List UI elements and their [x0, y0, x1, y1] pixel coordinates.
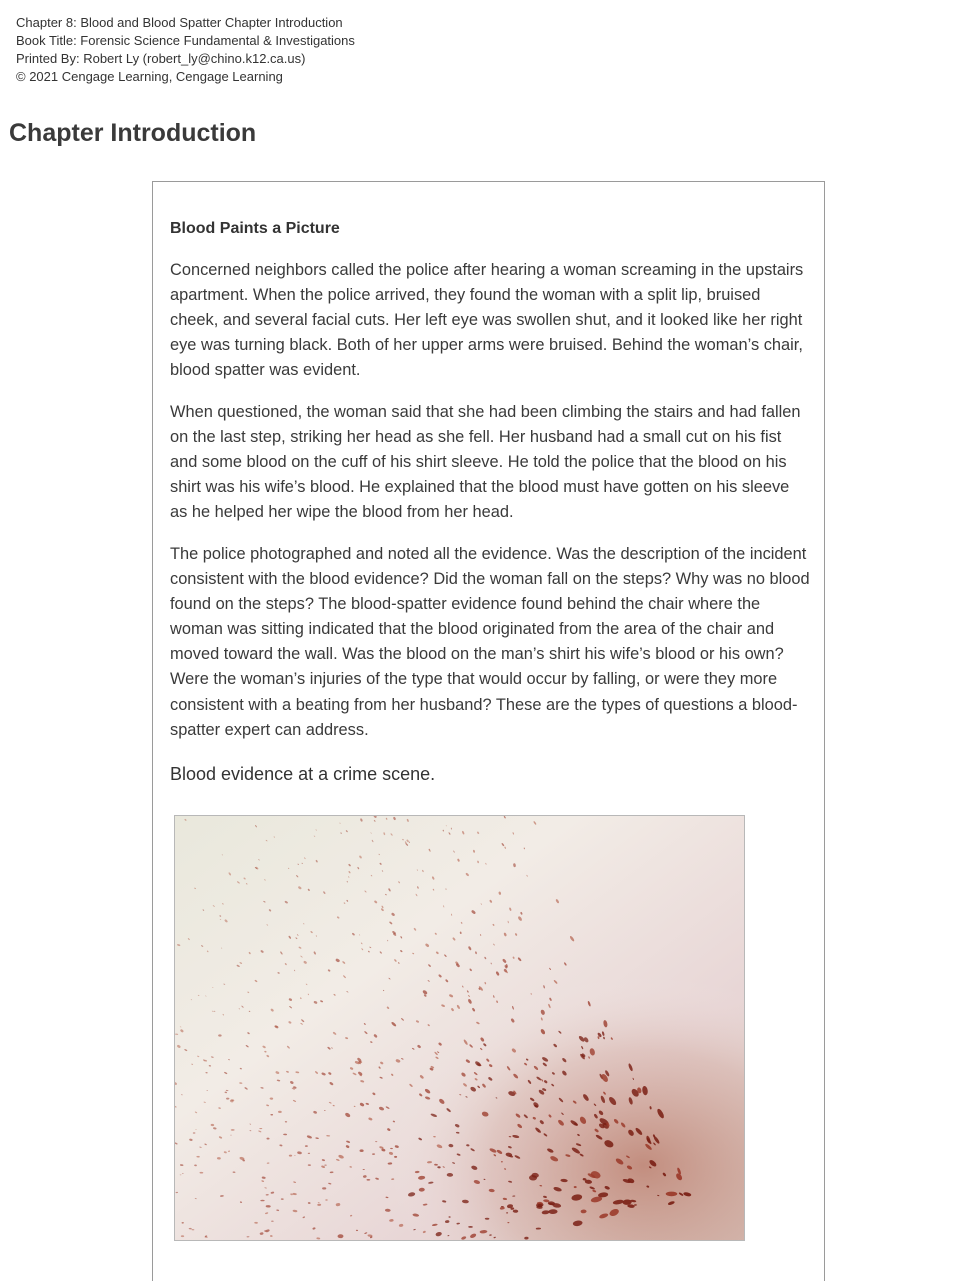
- print-header-copyright: © 2021 Cengage Learning, Cengage Learning: [16, 69, 283, 84]
- blood-drop: [254, 1240, 257, 1241]
- blood-drop: [324, 1165, 327, 1166]
- blood-spatter-photo: [174, 815, 745, 1241]
- case-study-heading: Blood Paints a Picture: [170, 220, 340, 237]
- blood-drop: [195, 1129, 196, 1130]
- print-header-book-title: Book Title: Forensic Science Fundamental & Investigations: [16, 33, 355, 48]
- blood-drop: [501, 1161, 503, 1162]
- figure-caption: Blood evidence at a crime scene.: [170, 764, 436, 784]
- chapter-title: Chapter Introduction: [9, 119, 257, 147]
- print-header-printed-by: Printed By: Robert Ly (robert_ly@chino.k12.ca.us): [16, 51, 306, 66]
- stain-glow: [175, 816, 745, 1241]
- case-study-paragraph-1: Concerned neighbors called the police after hearing a woman screaming in the upstairs apartment. When the police arrived, they found the woman with a split lip, bruised cheek, and several facial cuts. Her left eye was swollen shut, and it looked like her right eye was turning black. Both of her upper arms were bruised. Behind the woman’s chair, blood spatter was evident.: [170, 261, 804, 380]
- blood-drop: [666, 1192, 678, 1197]
- blood-drop: [271, 1221, 274, 1222]
- print-header-chapter: Chapter 8: Blood and Blood Spatter Chapter Introduction: [16, 15, 343, 30]
- case-study-paragraph-3: The police photographed and noted all the evidence. Was the description of the incident consistent with the blood evidence? Did the woman fall on the steps? Why was no blood found on the steps? The blood-spatter evidence found behind the chair where the woman was sitting indicated that the blood originated from the area of the chair and moved toward the wall. Was the blood on the man’s shirt his wife’s blood or his own? Were the woman’s injuries of the type that would occur by falling, or were they more consistent with a beating from her husband? These are the types of questions a blood-spatter expert can address.: [170, 545, 810, 739]
- blood-drop: [230, 1135, 231, 1136]
- case-study-paragraph-2: When questioned, the woman said that she had been climbing the stairs and had fallen on the last step, striking her head as she fell. Her husband had a small cut on his fist and some blood on the cuff of his shirt sleeve. He told the police that the blood on his shirt was his wife’s blood. He explained that the blood must have gotten on his sleeve as he helped her wipe the blood from her head.: [170, 403, 801, 522]
- blood-drop: [218, 1240, 221, 1241]
- blood-spatter-image: [175, 816, 745, 1241]
- print-header: [16, 14, 355, 86]
- case-study-box: [152, 181, 825, 1281]
- blood-drop: [270, 1114, 273, 1116]
- blood-drop: [329, 1240, 333, 1241]
